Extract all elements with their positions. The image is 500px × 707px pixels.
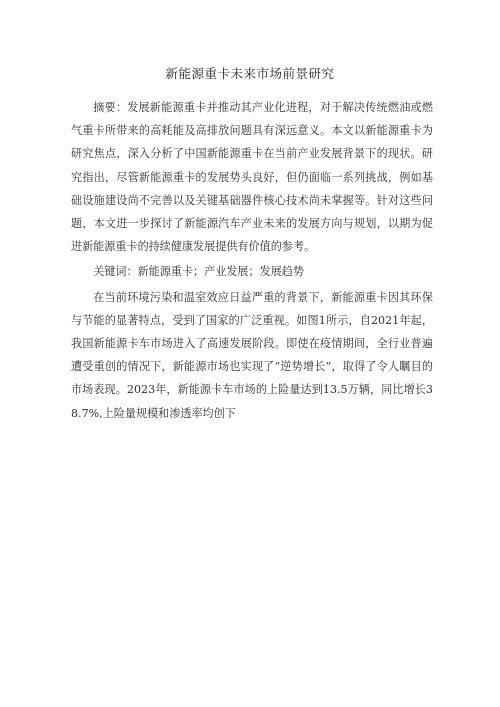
keywords-line: 关键词：新能源重卡；产业发展；发展趋势 bbox=[93, 265, 304, 279]
intro-paragraph: 在当前环境污染和温室效应日益严重的背景下，新能源重卡因其环保与节能的显著特点，受到了国家的广泛重视。如图1所示，自2021年起，我国新能源卡车市场进入了高速发展阶段。即使在疫情期间，全行业普遍遭受重创的情况下，新能源市场也实现了“逆势增长”，取得了令人瞩目的市场表现。2023年，新能源卡车市场的上险量达到13.5万辆，同比增长38.7%,上险量规模和渗透率均创下 bbox=[71, 290, 433, 420]
document-body bbox=[71, 96, 433, 425]
abstract-paragraph: 摘要：发展新能源重卡并推动其产业化进程，对于解决传统燃油或燃气重卡所带来的高耗能及高排放问题具有深远意义。本文以新能源重卡为研究焦点，深入分析了中国新能源重卡在当前产业发展背景下的现状。研究指出，尽管新能源重卡的发展势头良好，但仍面临一系列挑战，例如基础设施建设尚不完善以及关键基础器件核心技术尚未掌握等。针对这些问题，本文进一步探讨了新能源汽车产业未来的发展方向与规划，以期为促进新能源重卡的持续健康发展提供有价值的参考。 bbox=[71, 101, 433, 254]
document-title: 新能源重卡未来市场前景研究 bbox=[165, 66, 335, 81]
